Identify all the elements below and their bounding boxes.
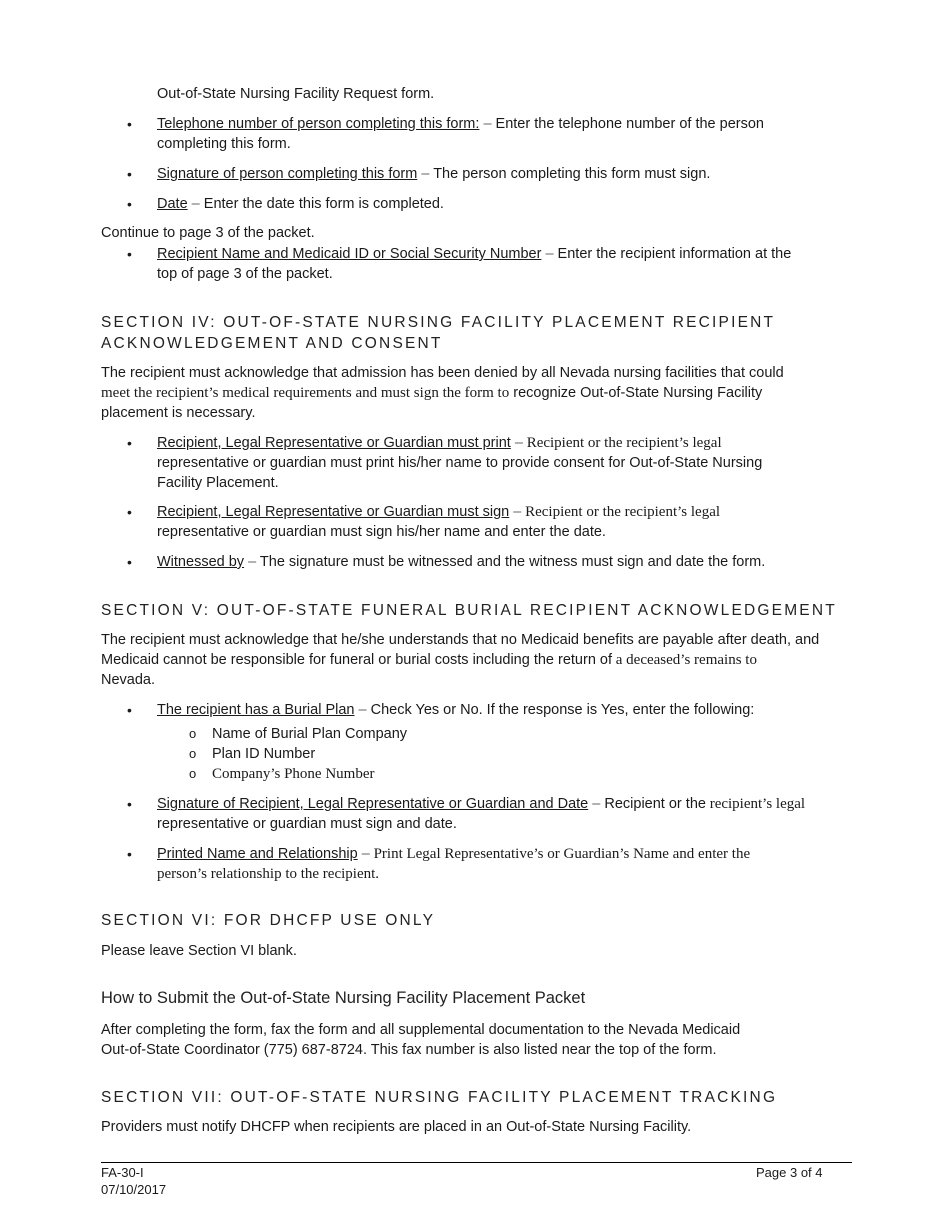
sub-item: Company’s Phone Number bbox=[212, 766, 375, 782]
item-desc: recipient’s legal bbox=[705, 796, 806, 812]
item-term: Recipient Name and Medicaid ID or Social Security Number bbox=[157, 246, 542, 262]
sub-bullet: o bbox=[189, 726, 197, 741]
section-v-paragraph bbox=[101, 630, 861, 690]
dash: – bbox=[361, 846, 370, 862]
section-iv-paragraph bbox=[101, 363, 861, 423]
heading-line: SECTION IV: OUT-OF-STATE NURSING FACILITY PLACEMENT RECIPIENT bbox=[101, 314, 776, 331]
item-term: Signature of person completing this form bbox=[157, 166, 418, 182]
bullet: • bbox=[127, 166, 132, 182]
dash: – bbox=[421, 166, 430, 182]
paragraph-line: The recipient must acknowledge that he/she understands that no Medicaid benefits are payable after death, and bbox=[101, 632, 820, 648]
dash: – bbox=[358, 702, 367, 718]
footer-left bbox=[101, 1164, 166, 1198]
item-desc: Recipient or the recipient’s legal bbox=[521, 504, 721, 520]
item-desc: Check Yes or No. If the response is Yes, enter the following: bbox=[366, 702, 755, 718]
form-id: FA-30-I bbox=[101, 1165, 144, 1180]
item-desc: person’s relationship to the recipient. bbox=[157, 866, 380, 882]
item-desc: Enter the date this form is completed. bbox=[199, 196, 444, 212]
dash: – bbox=[592, 796, 601, 812]
dash: – bbox=[191, 196, 200, 212]
paragraph-line: meet the recipient’s medical requirements and must sign the form to bbox=[101, 385, 510, 401]
intro-line: Out-of-State Nursing Facility Request form. bbox=[157, 86, 435, 102]
heading-line: ACKNOWLEDGEMENT AND CONSENT bbox=[101, 335, 443, 352]
paragraph-line: placement is necessary. bbox=[101, 405, 256, 421]
paragraph-line: Medicaid cannot be responsible for funeral or burial costs including the return of bbox=[101, 652, 613, 668]
item-desc: The signature must be witnessed and the witness must sign and date the form. bbox=[256, 554, 766, 570]
list-item bbox=[157, 114, 857, 154]
list-item bbox=[157, 502, 857, 542]
section-vii-text: Providers must notify DHCFP when recipients are placed in an Out-of-State Nursing Facility. bbox=[101, 1119, 692, 1135]
form-date: 07/10/2017 bbox=[101, 1182, 167, 1197]
item-desc: The person completing this form must sign. bbox=[429, 166, 711, 182]
item-term: Recipient, Legal Representative or Guardian must print bbox=[157, 435, 511, 451]
sub-bullet: o bbox=[189, 766, 197, 781]
section-vi-heading: SECTION VI: FOR DHCFP USE ONLY bbox=[101, 912, 436, 929]
continue-text: Continue to page 3 of the packet. bbox=[101, 225, 315, 241]
list-item bbox=[157, 844, 857, 884]
list-item bbox=[157, 552, 857, 572]
item-desc: top of page 3 of the packet. bbox=[157, 266, 333, 282]
list-item bbox=[157, 433, 857, 493]
list-item bbox=[157, 700, 857, 720]
item-term: Signature of Recipient, Legal Representative or Guardian and Date bbox=[157, 796, 589, 812]
list-item bbox=[157, 194, 857, 214]
dash: – bbox=[248, 554, 257, 570]
item-term: Recipient, Legal Representative or Guardian must sign bbox=[157, 504, 510, 520]
bullet: • bbox=[127, 846, 132, 862]
submit-heading: How to Submit the Out-of-State Nursing Facility Placement Packet bbox=[101, 989, 586, 1007]
paragraph-line: Nevada. bbox=[101, 672, 156, 688]
section-vii-heading: SECTION VII: OUT-OF-STATE NURSING FACILITY PLACEMENT TRACKING bbox=[101, 1089, 778, 1106]
bullet: • bbox=[127, 246, 132, 262]
section-iv-heading bbox=[101, 312, 881, 354]
item-desc: Recipient or the bbox=[600, 796, 706, 812]
paragraph-line: recognize Out-of-State Nursing Facility bbox=[509, 385, 763, 401]
list-item bbox=[157, 244, 857, 284]
page-number: Page 3 of 4 bbox=[756, 1165, 823, 1180]
list-item bbox=[157, 164, 857, 184]
bullet: • bbox=[127, 196, 132, 212]
item-desc: Recipient or the recipient’s legal bbox=[522, 435, 722, 451]
paragraph-line: a deceased’s remains to bbox=[612, 652, 757, 668]
item-desc: Print Legal Representative’s or Guardian’s Name and enter the bbox=[369, 846, 751, 862]
item-term: Witnessed by bbox=[157, 554, 245, 570]
sub-item: Name of Burial Plan Company bbox=[212, 726, 408, 742]
item-term: Printed Name and Relationship bbox=[157, 846, 358, 862]
bullet: • bbox=[127, 435, 132, 451]
sub-bullet: o bbox=[189, 746, 197, 761]
item-term: Telephone number of person completing this form: bbox=[157, 116, 480, 132]
submit-paragraph bbox=[101, 1020, 861, 1060]
section-vi-text: Please leave Section VI blank. bbox=[101, 943, 297, 959]
dash: – bbox=[513, 504, 522, 520]
item-desc: representative or guardian must print his/her name to provide consent for Out-of-State Nursing bbox=[157, 455, 763, 471]
item-desc: representative or guardian must sign and date. bbox=[157, 816, 457, 832]
bullet: • bbox=[127, 504, 132, 520]
bullet: • bbox=[127, 116, 132, 132]
dash: – bbox=[483, 116, 492, 132]
dash: – bbox=[514, 435, 523, 451]
dash: – bbox=[545, 246, 554, 262]
bullet: • bbox=[127, 796, 132, 812]
item-desc: Enter the recipient information at the bbox=[553, 246, 792, 262]
paragraph-line: The recipient must acknowledge that admission has been denied by all Nevada nursing facilities that could bbox=[101, 365, 784, 381]
paragraph-line: Out-of-State Coordinator (775) 687-8724. This fax number is also listed near the top of the form. bbox=[101, 1042, 717, 1058]
bullet: • bbox=[127, 702, 132, 718]
item-desc: representative or guardian must sign his/her name and enter the date. bbox=[157, 524, 606, 540]
footer-divider bbox=[101, 1162, 852, 1163]
item-term: Date bbox=[157, 196, 188, 212]
sub-item: Plan ID Number bbox=[212, 746, 316, 762]
bullet: • bbox=[127, 554, 132, 570]
item-desc: Enter the telephone number of the person bbox=[491, 116, 764, 132]
item-desc: completing this form. bbox=[157, 136, 291, 152]
section-v-heading: SECTION V: OUT-OF-STATE FUNERAL BURIAL RECIPIENT ACKNOWLEDGEMENT bbox=[101, 602, 837, 619]
item-desc: Facility Placement. bbox=[157, 475, 279, 491]
list-item bbox=[157, 794, 857, 834]
item-term: The recipient has a Burial Plan bbox=[157, 702, 355, 718]
paragraph-line: After completing the form, fax the form and all supplemental documentation to the Nevada Medicaid bbox=[101, 1022, 741, 1038]
